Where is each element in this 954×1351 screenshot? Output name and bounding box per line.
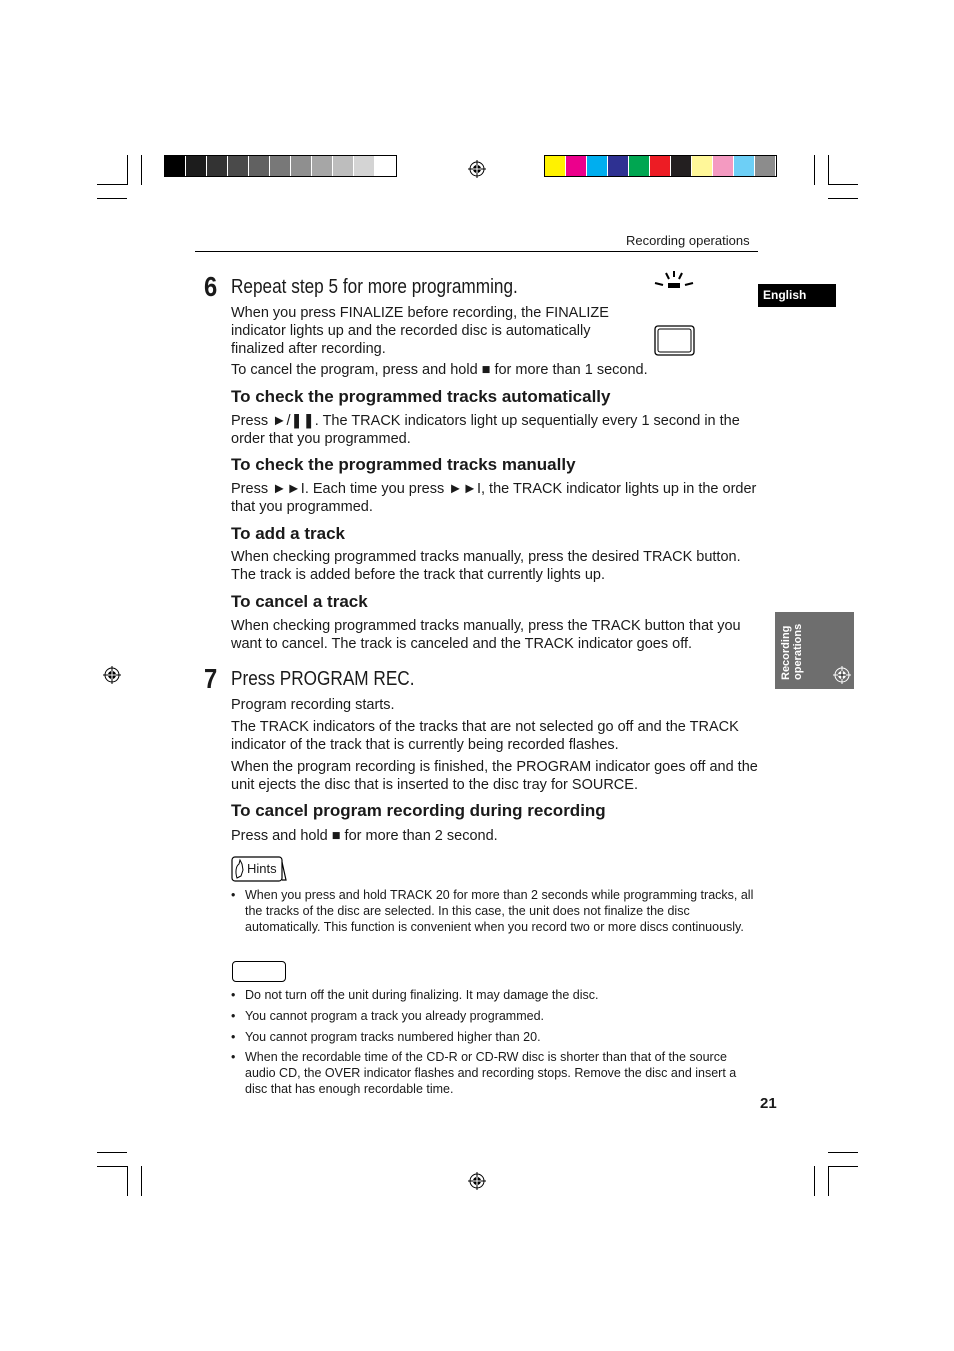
cancel-track-body: When checking programmed tracks manually, press the TRACK button that you want to cancel. The track is canceled and the TRACK indicator goes off. bbox=[231, 618, 741, 652]
crop-mark bbox=[127, 1166, 128, 1196]
hints-badge bbox=[231, 856, 285, 882]
cancel-recording-heading: To cancel program recording during recording bbox=[231, 801, 606, 820]
section-header: Recording operations bbox=[626, 233, 750, 248]
step6-body: When you press FINALIZE before recording, the FINALIZE indicator lights up and the recorded disc is automatically finalized after recording. bbox=[231, 305, 609, 357]
manual-check-body: Press ►►I. Each time you press ►►I, the TRACK indicator lights up in the order that you programmed. bbox=[231, 481, 757, 515]
crop-mark bbox=[141, 1166, 142, 1196]
note-item: • You cannot program a track you already programmed. bbox=[231, 1009, 545, 1023]
registration-mark-icon bbox=[833, 666, 851, 684]
hints-label: Hints bbox=[247, 861, 277, 876]
color-swatch bbox=[629, 156, 650, 176]
crop-mark bbox=[828, 198, 858, 199]
color-swatch bbox=[186, 156, 207, 176]
color-swatch bbox=[270, 156, 291, 176]
color-swatch bbox=[734, 156, 755, 176]
registration-mark-icon bbox=[468, 160, 486, 178]
indicator-light-icon bbox=[652, 270, 696, 292]
color-swatch bbox=[354, 156, 375, 176]
step-number: 7 bbox=[204, 663, 218, 694]
crop-mark bbox=[97, 1152, 127, 1153]
color-swatch bbox=[375, 156, 396, 176]
add-track-body: When checking programmed tracks manually, press the desired TRACK button. The track is added before the track that currently lights up. bbox=[231, 549, 741, 583]
color-swatch bbox=[333, 156, 354, 176]
note-item: • Do not turn off the unit during finalizing. It may damage the disc. bbox=[231, 988, 599, 1002]
color-swatch bbox=[165, 156, 186, 176]
color-swatch bbox=[713, 156, 734, 176]
color-swatch bbox=[671, 156, 692, 176]
color-swatch bbox=[587, 156, 608, 176]
crop-mark bbox=[814, 155, 815, 185]
color-swatch bbox=[228, 156, 249, 176]
hint-item: • When you press and hold TRACK 20 for more than 2 seconds while programming tracks, all the tracks of the disc are selected. In this case, the unit does not finalize the disc automatically. This function is convenient when you record two or more discs continuously. bbox=[231, 888, 754, 934]
step7-paragraph: Program recording starts. bbox=[231, 697, 395, 713]
grayscale-bar bbox=[164, 155, 397, 177]
step6-cancel-line: To cancel the program, press and hold ■ for more than 1 second. bbox=[231, 362, 648, 378]
note-item: • When the recordable time of the CD-R or CD-RW disc is shorter than that of the source audio CD, the OVER indicator flashes and recording stops. Remove the disc and insert a disc that has enough recordable time. bbox=[231, 1050, 737, 1096]
registration-mark-icon bbox=[103, 666, 121, 684]
step-title: Repeat step 5 for more programming. bbox=[231, 276, 518, 298]
add-track-heading: To add a track bbox=[231, 524, 345, 543]
auto-check-body: Press ►/❚❚. The TRACK indicators light up sequentially every 1 second in the order that you programmed. bbox=[231, 413, 740, 447]
color-swatch bbox=[650, 156, 671, 176]
step7-paragraph: When the program recording is finished, the PROGRAM indicator goes off and the unit ejects the disc that is inserted to the disc tray for SOURCE. bbox=[231, 759, 758, 793]
color-swatch bbox=[608, 156, 629, 176]
color-swatch bbox=[207, 156, 228, 176]
auto-check-heading: To check the programmed tracks automatically bbox=[231, 387, 611, 406]
color-swatch bbox=[755, 156, 776, 176]
page-number: 21 bbox=[760, 1095, 777, 1112]
registration-mark-icon bbox=[468, 1172, 486, 1190]
crop-mark bbox=[141, 155, 142, 185]
crop-mark bbox=[127, 155, 128, 185]
step7-paragraph: The TRACK indicators of the tracks that are not selected go off and the TRACK indicator of the track that is currently being recorded flashes. bbox=[231, 719, 739, 753]
color-swatch bbox=[566, 156, 587, 176]
color-swatch bbox=[692, 156, 713, 176]
crop-mark bbox=[828, 1166, 858, 1167]
header-rule bbox=[195, 251, 758, 252]
step-title: Press PROGRAM REC. bbox=[231, 668, 415, 690]
color-swatch bbox=[545, 156, 566, 176]
color-swatch bbox=[249, 156, 270, 176]
crop-mark bbox=[828, 155, 829, 185]
crop-mark bbox=[97, 184, 127, 185]
cancel-track-heading: To cancel a track bbox=[231, 592, 368, 611]
crop-mark bbox=[828, 1152, 858, 1153]
cancel-recording-body: Press and hold ■ for more than 2 second. bbox=[231, 828, 498, 844]
note-item: • You cannot program tracks numbered higher than 20. bbox=[231, 1030, 541, 1044]
color-swatch bbox=[312, 156, 333, 176]
step-number: 6 bbox=[204, 271, 218, 302]
color-swatch bbox=[291, 156, 312, 176]
crop-mark bbox=[97, 1166, 127, 1167]
manual-check-heading: To check the programmed tracks manually bbox=[231, 455, 576, 474]
finalize-button-icon bbox=[654, 325, 696, 357]
notes-badge bbox=[232, 961, 286, 982]
crop-mark bbox=[828, 1166, 829, 1196]
crop-mark bbox=[828, 184, 858, 185]
side-tab-label: Recording operations bbox=[780, 623, 804, 680]
crop-mark bbox=[97, 198, 127, 199]
crop-mark bbox=[814, 1166, 815, 1196]
color-bar bbox=[544, 155, 777, 177]
language-tab: English bbox=[758, 284, 836, 307]
